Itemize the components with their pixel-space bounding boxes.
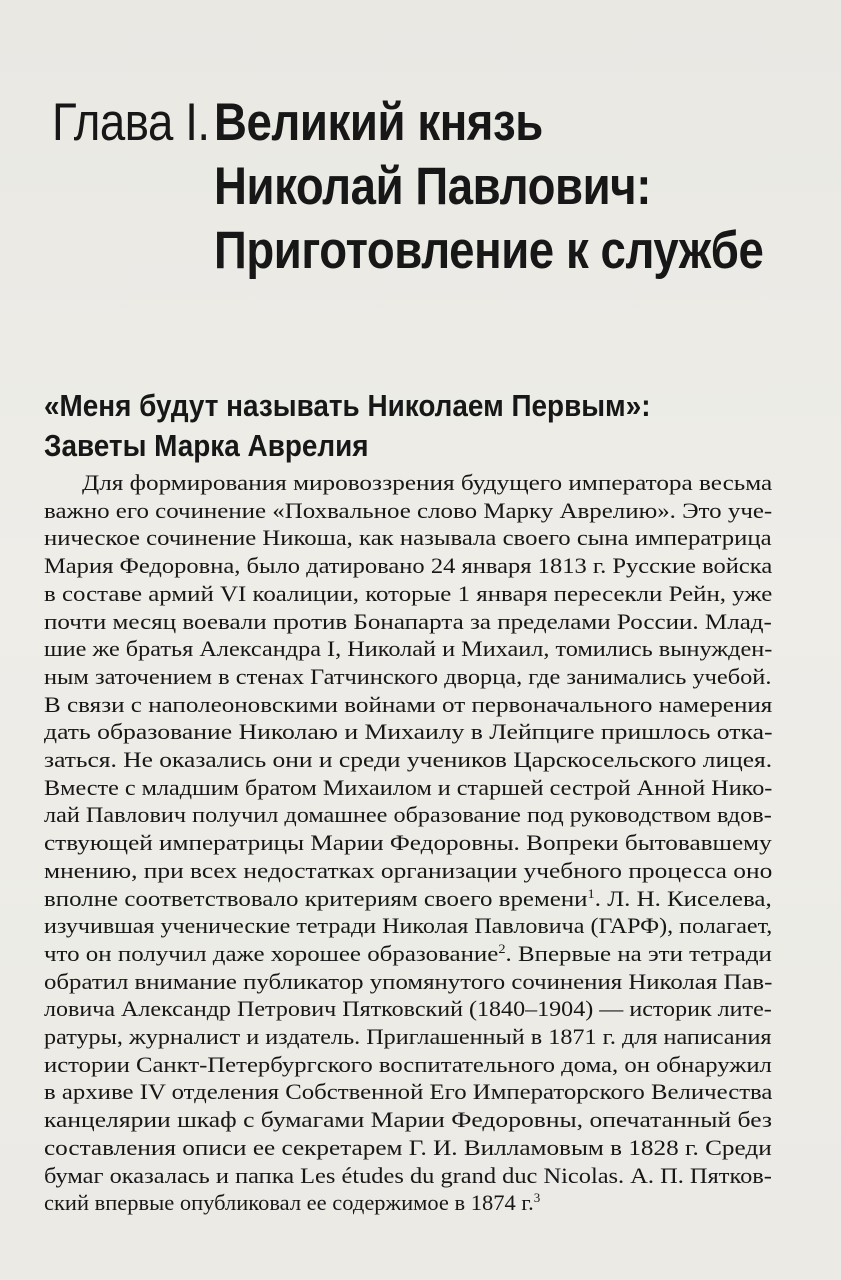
text-line (44, 1052, 772, 1078)
text-line-content: почти месяц воевали против Бонапарта за пределами России. Млад- (44, 608, 772, 634)
text-line-content: изучившая ученические тетради Николая Павловича (ГАРФ), полагает, (44, 913, 773, 939)
text-line (44, 1190, 540, 1216)
text-line (44, 692, 772, 718)
text-line (44, 996, 772, 1022)
text-line (44, 1079, 772, 1105)
text-line (82, 470, 772, 496)
text-line-content: что он получил даже хорошее образование (44, 940, 499, 966)
text-line (44, 913, 772, 939)
footnote-marker: 2 (498, 940, 506, 956)
text-line (44, 858, 772, 884)
text-line (44, 581, 772, 607)
text-line-content: мнению, при всех недостатках организации учебного процесса оно (44, 857, 773, 883)
section-heading (44, 386, 784, 466)
text-line (44, 747, 772, 773)
text-line (44, 636, 772, 662)
text-line-content: бумаг оказалась и папка Les études du grand duc Nicolas. А. П. Пятков- (44, 1162, 772, 1188)
text-line (44, 498, 772, 524)
text-line-content: дать образование Николаю и Михаилу в Лейпциге пришлось отка- (44, 719, 773, 745)
text-line-content: Вместе с младшим братом Михаилом и старшей сестрой Анной Нико- (44, 774, 773, 800)
section-heading-line: Заветы Марка Аврелия (44, 428, 369, 463)
text-line-content: ным заточением в стенах Гатчинского дворца, где занимались учебой. (44, 663, 772, 689)
text-line-content: обратил внимание публикатор упомянутого сочинения Николая Пав- (44, 968, 773, 994)
text-line-content: канцелярии шкаф с бумагами Марии Федоровны, опечатанный без (44, 1107, 772, 1133)
chapter-title-line: Приготовление к службе (214, 221, 764, 280)
text-line (44, 553, 772, 579)
text-line-content: ловича Александр Петрович Пятковский (1840–1904) — историк лите- (44, 996, 772, 1022)
text-line (44, 1135, 772, 1161)
text-line-content: Мария Федоровна, было датировано 24 января 1813 г. Русские войска (44, 553, 773, 579)
chapter-title-line: Великий князь (214, 93, 543, 152)
text-line (44, 830, 772, 856)
text-line (44, 1163, 772, 1189)
text-line-content: ствующей императрицы Марии Федоровны. Вопреки бытовавшему (44, 830, 772, 856)
text-line (44, 609, 772, 635)
text-line-content: в составе армий VI коалиции, которые 1 января пересекли Рейн, уже (44, 580, 773, 606)
section-heading-line: «Меня будут называть Николаем Первым»: (44, 388, 651, 423)
chapter-title-line: Николай Павлович: (214, 157, 651, 216)
text-line (44, 1024, 772, 1050)
text-line (44, 719, 773, 745)
text-line-content: Для формирования мировоззрения будущего императора весьма (82, 470, 773, 495)
text-line-content: вполне соответствовало критериям своего времени (44, 885, 588, 911)
text-line-content: важно его сочинение «Похвальное слово Марку Аврелию». Это уче- (44, 497, 773, 523)
text-line-content: ническое сочинение Никоша, как называла своего сына императрица (44, 525, 772, 551)
text-line-content: шие же братья Александра I, Николай и Михаил, томились вынужден- (44, 636, 773, 662)
text-line (44, 525, 772, 551)
text-line (44, 802, 772, 828)
text-line (44, 941, 772, 967)
text-line (44, 775, 772, 801)
text-line (44, 664, 771, 690)
text-line-content: лай Павлович получил домашнее образование под руководством вдов- (44, 802, 772, 828)
chapter-label: Глава I. (52, 93, 210, 152)
text-line (44, 886, 772, 912)
text-line-content: В связи с наполеоновскими войнами от первоначального намерения (44, 691, 773, 717)
text-line-content: ский впервые опубликовал ее содержимое в 1874 г. (44, 1190, 534, 1216)
text-line (44, 1107, 772, 1133)
text-line-content: составления описи ее секретарем Г. И. Вилламовым в 1828 г. Среди (44, 1134, 772, 1160)
text-line-content: в архиве IV отделения Собственной Его Императорского Величества (44, 1079, 773, 1105)
text-line-continuation: . Впервые на эти тетради (505, 940, 772, 966)
text-line-continuation: . Л. Н. Киселева, (594, 885, 772, 911)
text-line-content: заться. Не оказались они и среди учеников Царскосельского лицея. (44, 747, 773, 772)
text-line (44, 969, 772, 995)
text-line-content: ратуры, журналист и издатель. Приглашенный в 1871 г. для написания (44, 1024, 772, 1049)
footnote-marker: 1 (587, 885, 595, 901)
text-line-content: истории Санкт-Петербургского воспитательного дома, он обнаружил (44, 1051, 772, 1077)
footnote-marker: 3 (533, 1190, 541, 1206)
